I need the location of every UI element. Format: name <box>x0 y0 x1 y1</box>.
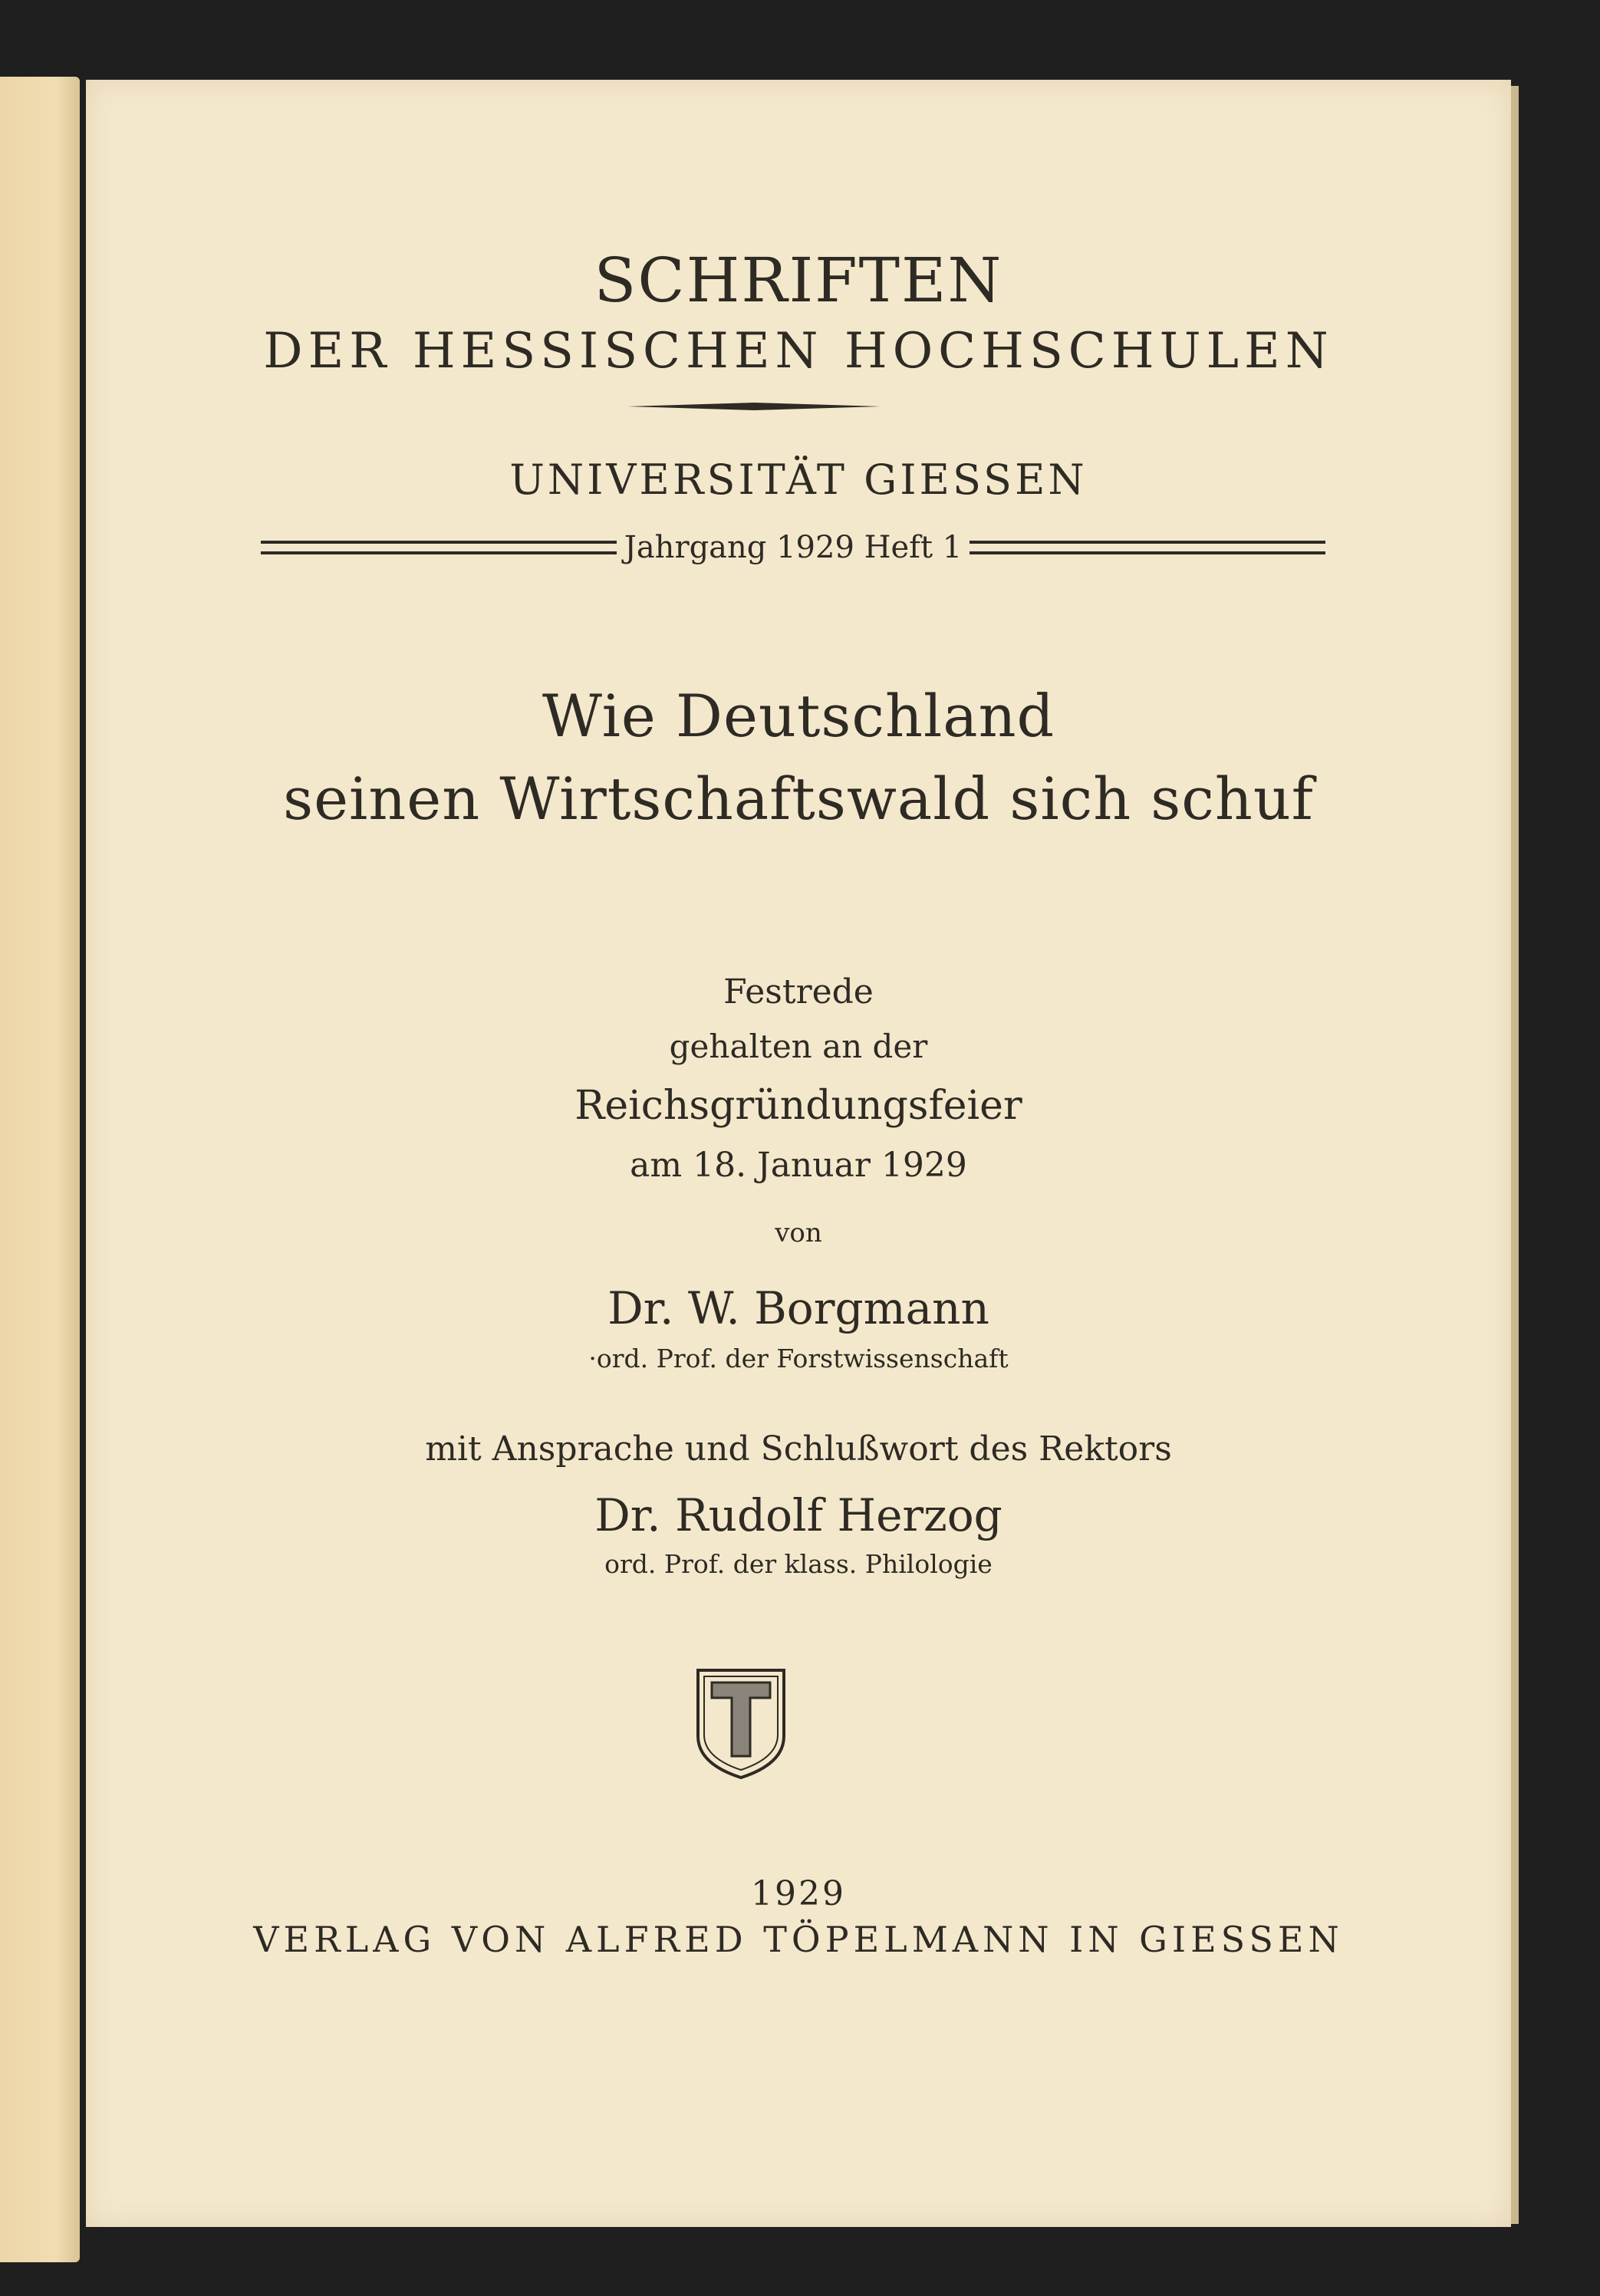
author-role: ·ord. Prof. der Forstwissenschaft <box>588 1344 1009 1373</box>
imprint-year: 1929 <box>751 1874 846 1913</box>
occasion-festrede: Festrede <box>723 972 874 1011</box>
university-name: UNIVERSITÄT GIESSEN <box>509 456 1088 504</box>
occasion-event: Reichsgründungsfeier <box>574 1083 1022 1129</box>
title-page <box>86 80 1511 2227</box>
t-shield-emblem-icon <box>693 1666 788 1781</box>
page-edge-shadow <box>1511 86 1519 2224</box>
double-rule-left <box>261 541 617 554</box>
series-subtitle: DER HESSISCHEN HOCHSCHULEN <box>263 323 1334 380</box>
main-title-line-1: Wie Deutschland <box>542 682 1055 750</box>
ornament-divider <box>627 403 881 410</box>
occasion-gehalten: gehalten an der <box>669 1028 928 1065</box>
imprint-publisher: VERLAG VON ALFRED TÖPELMANN IN GIESSEN <box>253 1919 1344 1960</box>
occasion-date: am 18. Januar 1929 <box>630 1146 967 1185</box>
main-title-line-2: seinen Wirtschaftswald sich schuf <box>283 765 1314 833</box>
facing-page-edge <box>0 77 80 2262</box>
by-label: von <box>775 1218 822 1248</box>
series-title: SCHRIFTEN <box>594 245 1003 316</box>
double-rule-right <box>970 541 1325 554</box>
issue-label: Jahrgang 1929 Heft 1 <box>624 530 963 565</box>
rector-role: ord. Prof. der klass. Philologie <box>604 1549 993 1579</box>
issue-banner <box>261 525 1325 571</box>
author-name: Dr. W. Borgmann <box>607 1282 989 1334</box>
rector-name: Dr. Rudolf Herzog <box>594 1489 1002 1541</box>
rector-intro: mit Ansprache und Schlußwort des Rektors <box>425 1429 1172 1469</box>
